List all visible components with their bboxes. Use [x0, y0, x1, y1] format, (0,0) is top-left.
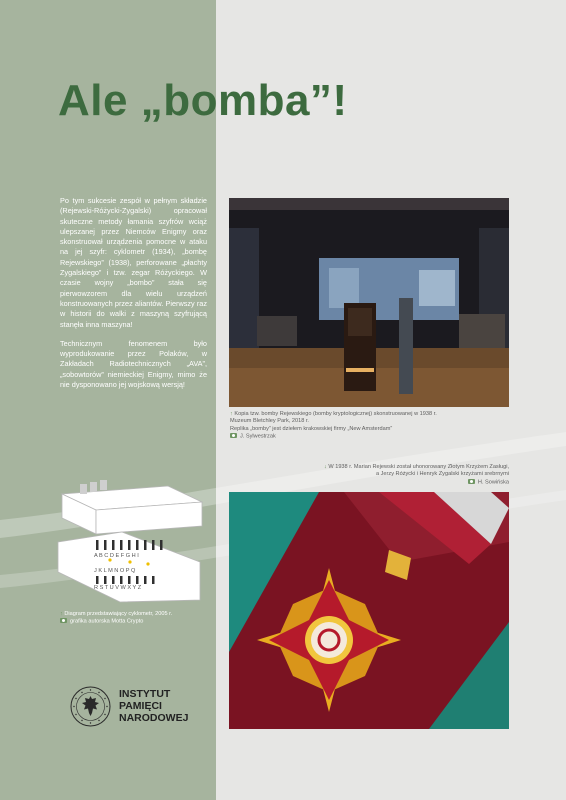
body-paragraph-2: Technicznym fenomenem było wyprodukowanie przez Polaków, w Zakładach Radiotechnicznych „AVA”, „sobowtorów” niemieckiej Enigmy, mimo że nie dysponowano jej wojskową wersją! [60, 338, 207, 390]
diagram-credit: grafika autorska Motta Crypto [70, 618, 144, 625]
photo1-caption-line3: Replika „bomby” jest dziełem krakowskiej firmy „New Amsterdam” [230, 425, 393, 432]
camera-icon [468, 479, 475, 484]
photo2-caption-line1: W 1938 r. Marian Rejewski został uhonorowany Złotym Krzyżem Zasługi, [328, 464, 509, 470]
camera-icon [230, 433, 237, 438]
arrow-up-icon: ↑ [230, 411, 233, 417]
ipn-logo-text [119, 688, 188, 725]
photo2-caption-line2: a Jerzy Różycki i Henryk Zygalski krzyżami srebrnymi [375, 471, 509, 478]
page-title: Ale „bomba”! [58, 76, 348, 125]
photo1-credit: J. Sylwestrzak [240, 433, 276, 440]
body-paragraph-1: Po tym sukcesie zespół w pełnym składzie (Rejewski-Różycki-Zygalski) opracował skuteczne metody łamania szyfrów wciąż ulepszanej przez Niemców Enigmy oraz skonstruował urządzenia pomocne w ataku na jej szyfr: cyklometr (1934), „bombę Rejewskiego” (1938), perforowane „płachty Zygalskiego” i tzw. zegar Różyckiego. W czasie wojny „bombo” stała się pierwowzorem dla wielu urządzeń konstruowanych przez aliantów. Pierwszy raz w historii do walki z maszyną szyfrującą stanęła inna maszyna! [60, 196, 207, 329]
camera-icon [60, 618, 67, 623]
arrow-down-icon: ↓ [324, 464, 327, 470]
logo-line1: INSTYTUT [119, 688, 171, 700]
gold-cross-medal-photo [229, 492, 509, 729]
photo1-caption-line1: Kopia tzw. bomby Rejewskiego (bomby kryptologicznej) skonstruowanej w 1938 r. [234, 411, 437, 417]
diagram-letter-row: J K L M N O P Q [94, 568, 136, 574]
arrow-up-icon: ↑ [60, 611, 63, 617]
photo2-credit: H. Sowińska [477, 479, 509, 486]
ipn-eagle-emblem-icon [70, 686, 111, 727]
photo1-caption-line2: Muzeum Bletchley Park, 2018 r. [230, 418, 309, 425]
diagram-letter-row: R S T U V W X Y Z [94, 585, 142, 591]
diagram-caption-line1: Diagram przedstawiający cyklometr, 2005 r. [64, 611, 173, 617]
bomba-replica-photo [229, 198, 509, 407]
logo-line2: PAMIĘCI [119, 700, 162, 713]
cyclometer-diagram [50, 472, 215, 604]
photo2-caption [200, 464, 509, 487]
photo1-caption [230, 411, 520, 441]
diagram-letter-row: A B C D E F G H I [94, 553, 139, 559]
diagram-caption [60, 611, 210, 626]
body-text [60, 196, 207, 399]
logo-line3: NARODOWEJ [119, 712, 189, 725]
